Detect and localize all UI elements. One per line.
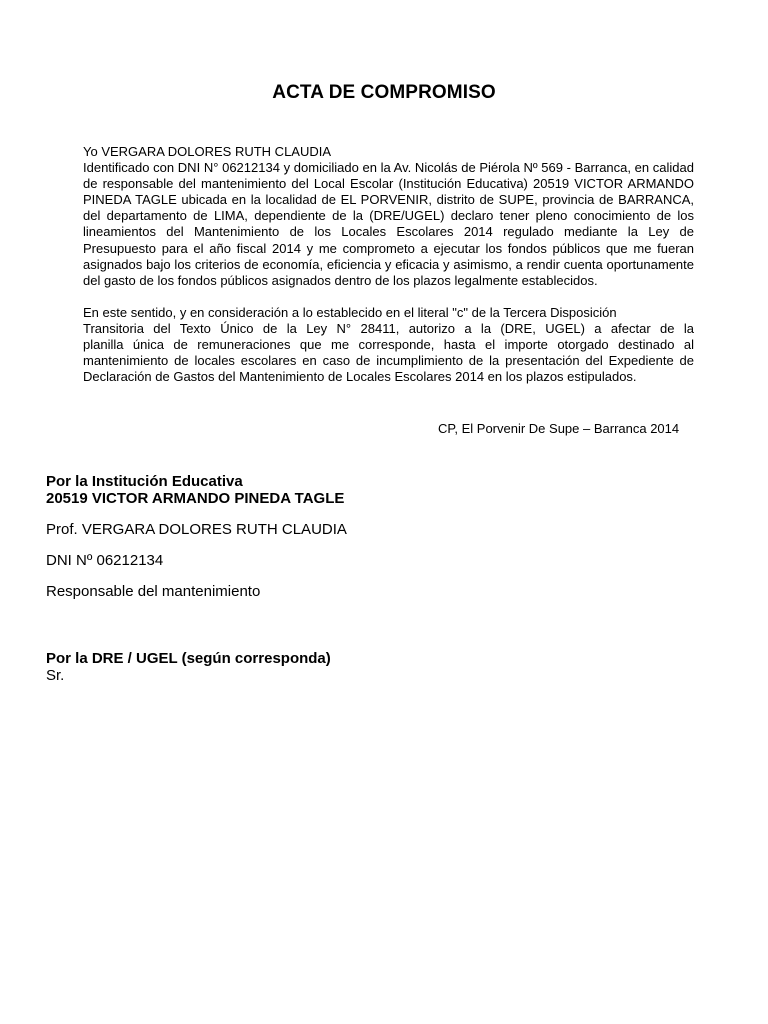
dre-signature-block [46,650,331,684]
signatory-dni: DNI Nº 06212134 [46,552,164,569]
institution-signature-heading [46,473,344,507]
paragraph-line: Yo VERGARA DOLORES RUTH CLAUDIA [83,144,332,159]
dre-heading: Por la DRE / UGEL (según corresponda) [46,650,331,667]
school-name: 20519 VICTOR ARMANDO PINEDA TAGLE [46,490,345,507]
dre-salutation: Sr. [46,667,65,684]
document-title: ACTA DE COMPROMISO [272,82,496,103]
paragraph-line: PINEDA TAGLE ubicada en la localidad de EL PORVENIR, distrito de SUPE, provincia de BARRANCA, [83,192,694,208]
commitment-paragraph [83,144,694,289]
institution-heading: Por la Institución Educativa [46,473,243,490]
paragraph-line: mantenimiento de locales escolares en caso de incumplimiento de la presentación del Expediente de [83,353,694,369]
paragraph-line: Declaración de Gastos del Mantenimiento de Locales Escolares 2014 en los plazos estipulados. [83,369,637,385]
paragraph-line: del gasto de los fondos públicos asignados dentro de los plazos legalmente establecidos. [83,272,598,288]
paragraph-line: del departamento de LIMA, dependiente de la (DRE/UGEL) declaro tener pleno conocimiento de los [83,208,694,224]
authorization-paragraph [83,305,694,385]
paragraph-line: Transitoria del Texto Único de la Ley N° 28411, autorizo a la (DRE, UGEL) a afectar de la [83,321,694,337]
paragraph-line: de responsable del mantenimiento del Local Escolar (Institución Educativa) 20519 VICTOR ARMANDO [83,176,694,192]
place-date: CP, El Porvenir De Supe – Barranca 2014 [438,421,680,436]
paragraph-line: lineamientos del Mantenimiento de los Locales Escolares 2014 regulado mediante la Ley de [83,224,694,240]
paragraph-line: En este sentido, y en consideración a lo establecido en el literal "c" de la Tercera Disposición [83,305,617,320]
paragraph-line: Presupuesto para el año fiscal 2014 y me comprometo a ejecutar los fondos públicos que me fueran [83,240,694,256]
paragraph-line: asignados bajo los criterios de economía, eficiencia y eficacia y asimismo, a rendir cuenta oportunamente [83,256,694,272]
paragraph-line: planilla única de remuneraciones que me corresponde, hasta el importe otorgado destinado al [83,337,694,353]
signatory-name: Prof. VERGARA DOLORES RUTH CLAUDIA [46,521,347,538]
signatory-role: Responsable del mantenimiento [46,583,261,600]
paragraph-line: Identificado con DNI N° 06212134 y domiciliado en la Av. Nicolás de Piérola Nº 569 - Barranca, en calidad [83,160,694,176]
